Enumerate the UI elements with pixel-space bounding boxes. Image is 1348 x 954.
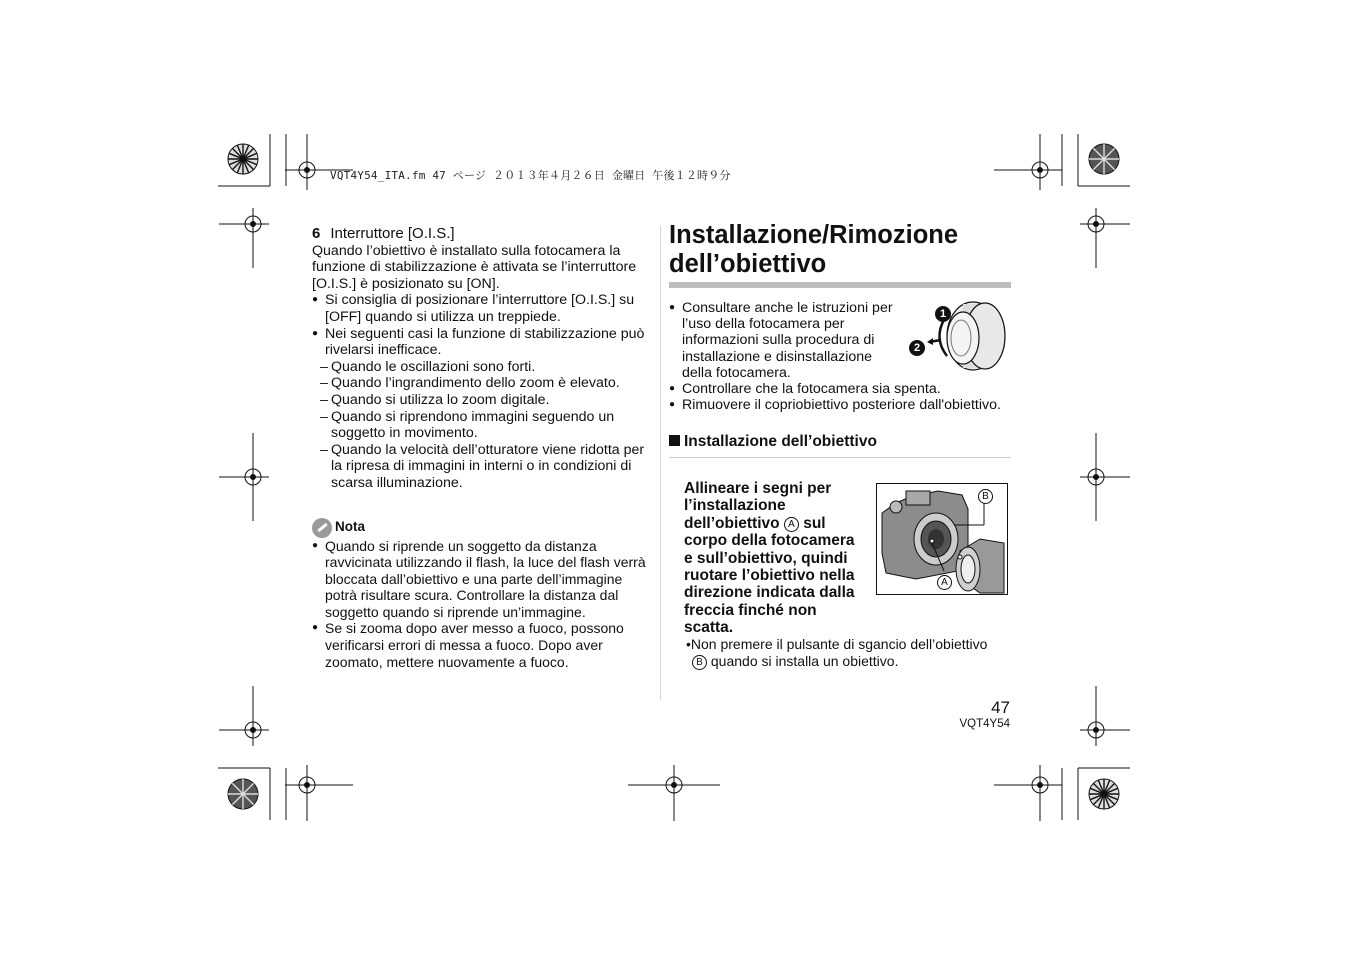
step-text-part2: sul corpo della fotocamera e sull’obiettivo, quindi ruotare l’obiettivo nella direzione indicata dalla freccia finché non scatta. — [684, 514, 855, 637]
nota-label: Nota — [335, 519, 365, 535]
file-header-line: VQT4Y54_ITA.fm 47 ページ ２０１３年４月２６日 金曜日 午後１２時９分 — [330, 169, 731, 182]
left-column — [312, 226, 657, 670]
lens-cap-illustration — [905, 298, 1009, 374]
dash-item-text: Quando si riprendono immagini seguendo un soggetto in movimento. — [331, 408, 615, 442]
column-divider — [660, 226, 661, 700]
step-badge-1: 1 — [935, 306, 951, 322]
nota-item: ● Quando si riprende un soggetto da distanza ravvicinata utilizzando il flash, la luce del flash verrà bloccata dall’obiettivo e una parte dell’immagine potrà risultare scura. Controllare la distanza dal soggetto quando si riprende un’immagine. — [312, 538, 657, 621]
marker-b-label: B — [978, 489, 993, 504]
marker-b-inline: B — [692, 655, 707, 670]
page-number: 47 — [991, 698, 1010, 717]
dash-item: – Quando si utilizza lo zoom digitale. — [320, 391, 550, 408]
page-title-line1: Installazione/Rimozione — [669, 221, 959, 249]
note-text-part2: quando si installa un obiettivo. — [710, 652, 899, 669]
subheading-text: Installazione dell’obiettivo — [684, 433, 877, 451]
dash-item-text: Quando si utilizza lo zoom digitale. — [331, 391, 550, 408]
marker-a-label: A — [937, 575, 952, 590]
bullet-item: ● Rimuovere il copriobiettivo posteriore dall'obiettivo. — [669, 397, 1011, 413]
dash-item-text: Quando le oscillazioni sono forti. — [331, 358, 536, 375]
dash-item: – Quando le oscillazioni sono forti. — [320, 358, 536, 375]
dash-item-text: Quando la velocità dell’otturatore viene ridotta per la ripresa di immagini in interni o in condizioni di scarsa illuminazione. — [331, 441, 645, 491]
section-number: 6 — [312, 225, 321, 242]
model-code: VQT4Y54 — [959, 718, 1010, 730]
step-text-part1: Allineare i segni per l’installazione dell’obiettivo — [684, 480, 832, 532]
nota-item: ● Se si zooma dopo aver messo a fuoco, possono verificarsi errori di messa a fuoco. Dopo aver zoomato, mettere nuovamente a fuoco. — [312, 620, 657, 670]
square-bullet-icon — [669, 435, 680, 446]
step-instruction — [684, 480, 1014, 637]
nota-heading — [312, 518, 657, 538]
intro-paragraph: Quando l’obiettivo è installato sulla fotocamera la funzione di stabilizzazione è attivata se l’interruttore [O.I.S.] è posizionato su [ON]. — [312, 242, 637, 292]
marker-a-inline: A — [784, 517, 799, 532]
bullet-item: ● Nei seguenti casi la funzione di stabilizzazione può rivelarsi inefficace. — [312, 326, 657, 359]
title-underline-bar — [669, 282, 1011, 288]
note-text-part1: Non premere il pulsante di sgancio dell’obiettivo — [690, 636, 988, 652]
dash-item-text: Quando l’ingrandimento dello zoom è elevato. — [331, 375, 620, 392]
release-button-note: •Non premere il pulsante di sgancio dell’obiettivo B quando si installa un obiettivo. — [686, 636, 988, 669]
page-title — [669, 221, 1011, 278]
dash-item: – Quando la velocità dell’otturatore viene ridotta per la ripresa di immagini in interni o in condizioni di scarsa illuminazione. — [320, 441, 645, 491]
section-title: Interruttore [O.I.S.] — [330, 225, 455, 242]
step-badge-2: 2 — [909, 340, 925, 356]
pencil-note-icon — [312, 518, 332, 538]
bullet-item: ● Consultare anche le istruzioni per l’uso della fotocamera per informazioni sulla procedura di installazione e disinstallazione della fotocamera. — [669, 300, 900, 381]
bullet-item: ● Controllare che la fotocamera sia spenta. — [669, 381, 1011, 397]
dash-item: – Quando l’ingrandimento dello zoom è elevato. — [320, 375, 620, 392]
page-title-line2: dell’obiettivo — [669, 249, 827, 278]
section-heading — [312, 226, 657, 243]
dash-item: – Quando si riprendono immagini seguendo un soggetto in movimento. — [320, 408, 615, 442]
bullet-item: ● Si consiglia di posizionare l’interruttore [O.I.S.] su [OFF] quando si utilizza un treppiede. — [312, 292, 657, 325]
subheading — [669, 433, 1011, 458]
